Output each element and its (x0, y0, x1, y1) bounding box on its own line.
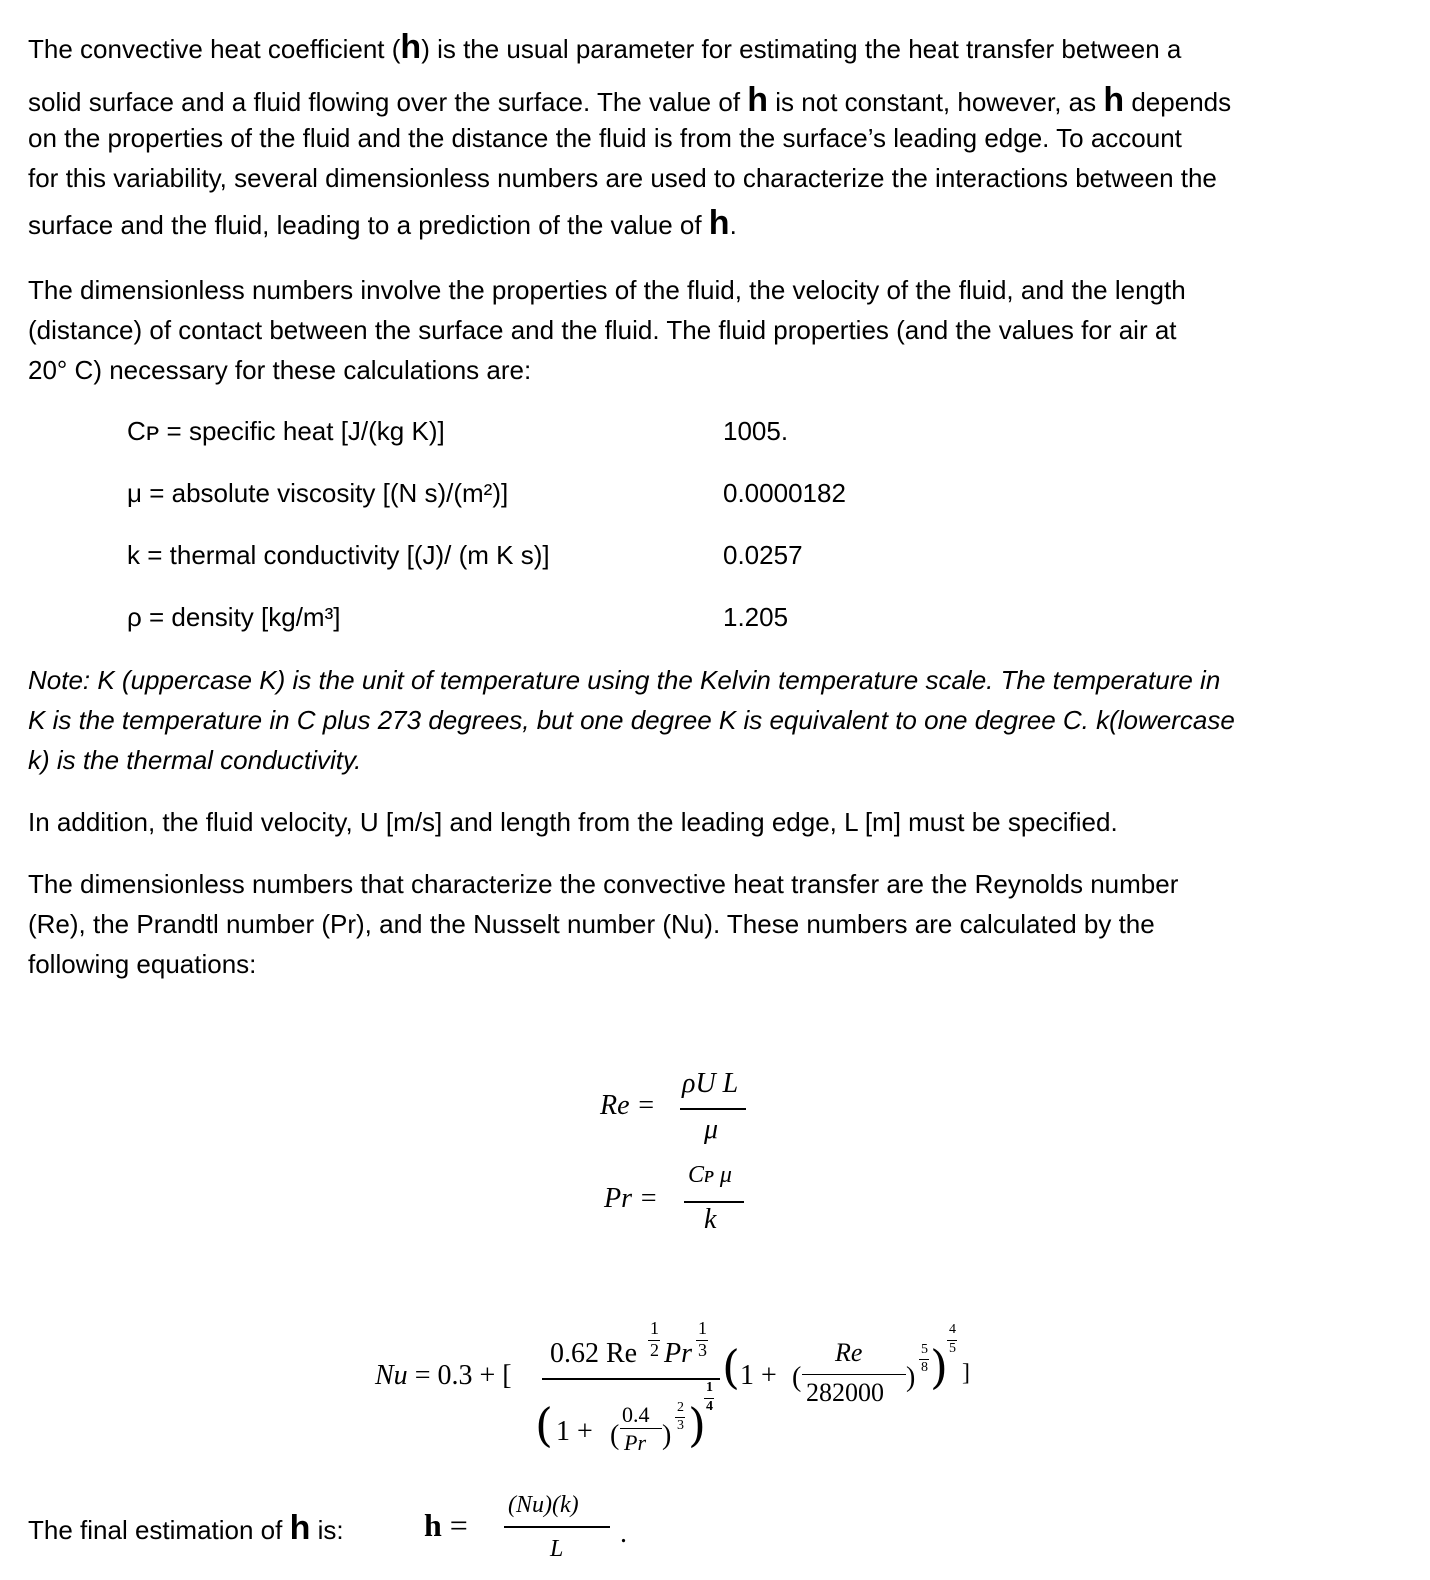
intro-text: The convective heat coefficient ( (28, 34, 401, 64)
pr-lhs: Pr = (604, 1183, 658, 1214)
fraction-bar (504, 1526, 610, 1528)
properties-intro-paragraph (28, 270, 1358, 390)
intro-paragraph (28, 22, 1358, 128)
note-text: k) is the thermal conductivity. (28, 745, 362, 775)
fraction-bar (680, 1108, 746, 1110)
paragraph-text: The dimensionless numbers involve the properties of the fluid, the velocity of the fluid, and the length (28, 275, 1186, 305)
nu-pr: Pr (664, 1338, 692, 1369)
exp-four: 4 (949, 1322, 956, 1337)
re-lhs: Re = (600, 1090, 656, 1121)
property-value: 0.0257 (723, 540, 803, 570)
final-text: is: (310, 1515, 344, 1545)
den-bar (620, 1428, 662, 1429)
note-text: K is the temperature in C plus 273 degrees, but one degree K is equivalent to one degree C. k(lowercase (28, 705, 1235, 735)
paragraph-text: following equations: (28, 949, 257, 979)
paragraph-text: The dimensionless numbers that characterize the convective heat transfer are the Reynolds number (28, 869, 1179, 899)
exp-half-num: 1 (650, 1318, 659, 1338)
h-denominator: L (550, 1536, 564, 1562)
paragraph-text: In addition, the fluid velocity, U [m/s] and length from the leading edge, L [m] must be specified. (28, 807, 1118, 837)
h-period: . (620, 1518, 627, 1549)
close-bracket: ] (962, 1360, 970, 1386)
property-label: μ = absolute viscosity [(N s)/(m²)] (127, 478, 509, 508)
intro-text: . (729, 210, 737, 240)
property-label: k = thermal conductivity [(J)/ (m K s)] (127, 540, 550, 570)
paragraph-text: (Re), the Prandtl number (Pr), and the Nusselt number (Nu). These numbers are calculated by the (28, 909, 1155, 939)
exp-third-num: 1 (698, 1318, 707, 1338)
h-symbol: h (289, 1509, 311, 1547)
final-estimation-text (28, 1508, 1358, 1550)
den-open-paren: ( (610, 1420, 620, 1451)
re-numerator: ρU L (682, 1068, 739, 1099)
one-plus: 1 + (740, 1360, 777, 1391)
intro-text: on the properties of the fluid and the distance the fluid is from the surface’s leading edge. To account (28, 123, 1182, 153)
h-numerator: (Nu)(k) (508, 1492, 579, 1518)
intro-text: ) is the usual parameter for estimating the heat transfer between a (421, 34, 1182, 64)
property-value: 1005. (723, 416, 789, 446)
kelvin-note (28, 660, 1358, 780)
exp-three: 3 (677, 1418, 684, 1433)
close-paren: ) (906, 1362, 916, 1393)
re-frac-bar (802, 1374, 906, 1375)
final-text: The final estimation of (28, 1515, 290, 1545)
den-num: 0.4 (622, 1402, 650, 1427)
intro-text: for this variability, several dimensionless numbers are used to characterize the interactions between the (28, 163, 1217, 193)
paragraph-text: (distance) of contact between the surface and the fluid. The fluid properties (and the values for air at (28, 315, 1177, 345)
re-denominator: μ (704, 1114, 719, 1145)
pr-denominator: k (704, 1204, 717, 1235)
left-paren: ( (722, 1340, 740, 1394)
fraction-bar (684, 1201, 744, 1203)
right-paren: ) (688, 1398, 706, 1452)
re-frac-num: Re (835, 1338, 863, 1367)
velocity-length-paragraph (28, 802, 1358, 842)
h-lhs: h = (424, 1507, 468, 1543)
den-close-paren: ) (662, 1420, 672, 1451)
dimensionless-paragraph (28, 864, 1358, 984)
pr-numerator: Cᴘ μ (688, 1162, 732, 1188)
intro-text: surface and the fluid, leading to a prediction of the value of (28, 210, 709, 240)
re-frac-den: 282000 (806, 1378, 884, 1407)
open-paren: ( (792, 1362, 802, 1393)
exp-q-den: 4 (706, 1399, 713, 1414)
h-symbol: h (708, 204, 730, 242)
exp-eight: 8 (921, 1360, 928, 1375)
intro-text: is not constant, however, as (768, 87, 1104, 117)
main-fraction-bar (542, 1378, 720, 1380)
exp-five: 5 (921, 1342, 928, 1357)
h-symbol: h (747, 81, 769, 119)
note-text: Note: K (uppercase K) is the unit of temperature using the Kelvin temperature scale. The temperature in (28, 665, 1221, 695)
right-paren: ) (930, 1340, 948, 1394)
den-den: Pr (624, 1430, 646, 1455)
intro-text: depends (1124, 87, 1232, 117)
intro-paragraph-cont (28, 118, 1358, 198)
property-value: 0.0000182 (723, 478, 846, 508)
h-symbol: h (400, 28, 422, 66)
intro-paragraph-end (28, 198, 1358, 251)
exp-five2: 5 (949, 1341, 956, 1356)
paragraph-text: 20° C) necessary for these calculations are: (28, 355, 532, 385)
exp-half-den: 2 (650, 1340, 659, 1360)
property-value: 1.205 (723, 602, 789, 632)
property-label: ρ = density [kg/m³] (127, 602, 341, 632)
left-paren: ( (535, 1398, 553, 1452)
property-label: Cᴘ = specific heat [J/(kg K)] (127, 416, 445, 446)
nu-lhs: Nu = 0.3 + [ (375, 1360, 512, 1391)
exp-q-num: 1 (706, 1380, 713, 1395)
h-symbol: h (1103, 81, 1125, 119)
den-one-plus: 1 + (556, 1416, 593, 1447)
nu-numerator-coef: 0.62 Re (550, 1338, 638, 1369)
intro-text: solid surface and a fluid flowing over the surface. The value of (28, 87, 748, 117)
exp-third-den: 3 (698, 1340, 707, 1360)
exp-two: 2 (677, 1400, 684, 1415)
